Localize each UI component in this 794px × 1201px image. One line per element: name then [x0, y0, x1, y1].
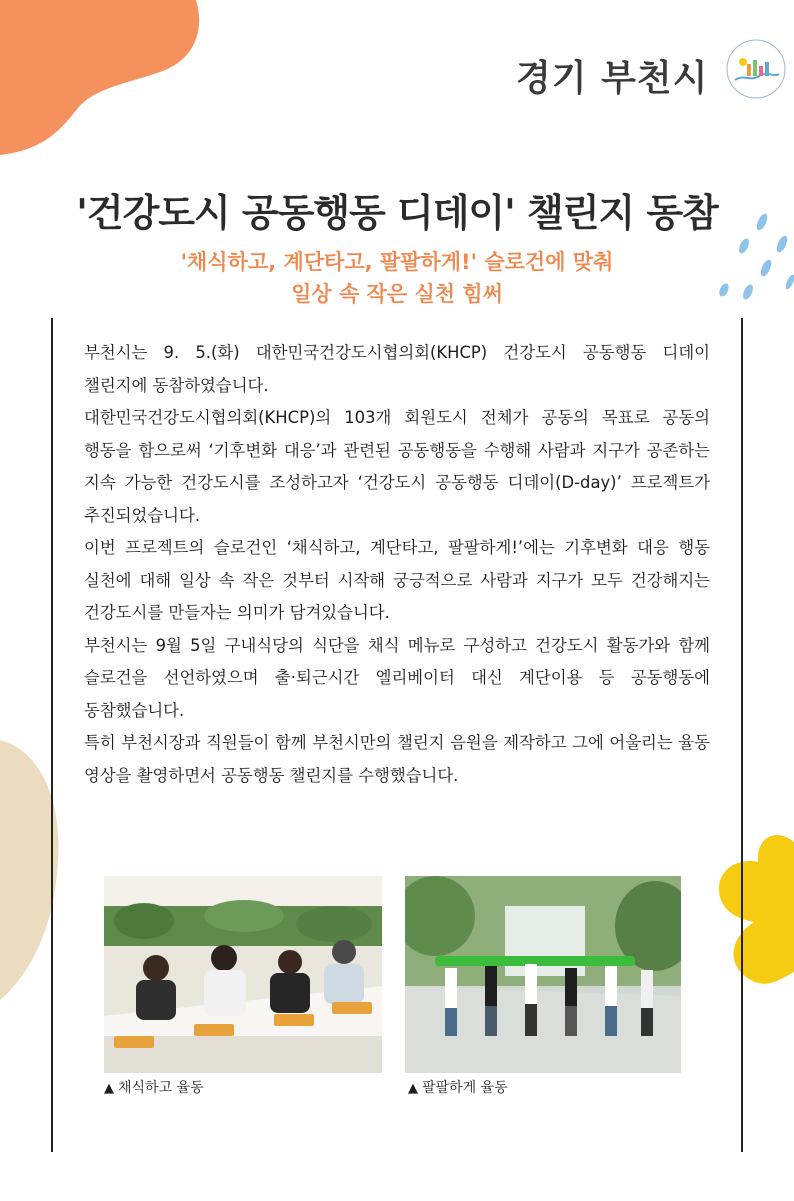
triangle-marker: ▲ [104, 1081, 114, 1096]
paragraph: 특히 부천시장과 직원들이 함께 부천시만의 챌린지 음원을 제작하고 그에 어울리는 율동 영상을 촬영하면서 공동행동 챌린지를 수행했습니다. [84, 733, 710, 785]
beige-blob [0, 730, 70, 1030]
photo-caption-2 [408, 1077, 508, 1097]
paragraph: 이번 프로젝트의 슬로건인 ‘채식하고, 계단타고, 팔팔하게!’에는 기후변화 대응 행동 실천에 대해 일상 속 작은 것부터 시작해 궁긍적으로 사람과 지구가 모두 건강해지는 건강도시를 만들자는 의미가 담겨있습니다. [84, 538, 710, 622]
article-body [84, 337, 710, 792]
triangle-marker: ▲ [408, 1081, 418, 1096]
photo-energetic-dance [405, 876, 681, 1073]
orange-blob [0, 0, 210, 160]
subtitle-line-1: '채식하고, 계단타고, 팔팔하게!' 슬로건에 맞춰 [180, 250, 614, 274]
paragraph: 대한민국건강도시협의회(KHCP)의 103개 회원도시 전체가 공동의 목표로 공동의 행동을 함으로써 ‘기후변화 대응’과 관련된 공동행동을 수행해 사람과 지구가 공존하는 지속 가능한 건강도시를 조성하고자 ‘건강도시 공동행동 디데이(D-day)’ 프로젝트가 추진되었습니다. [84, 408, 710, 525]
photo-caption-1 [104, 1077, 204, 1097]
photo-vegetarian-dance [104, 876, 382, 1073]
city-name: 경기 부천시 [516, 58, 709, 99]
paragraph: 부천시는 9월 5일 구내식당의 식단을 채식 메뉴로 구성하고 건강도시 활동가와 함께 슬로건을 선언하였으며 출·퇴근시간 엘리베이터 대신 계단이용 등 공동행동에 동참했습니다. [84, 635, 710, 720]
page-subtitle [0, 246, 794, 310]
paragraph: 부천시는 9. 5.(화) 대한민국건강도시협의회(KHCP) 건강도시 공동행동 디데이 챌린지에 동참하였습니다. [84, 343, 710, 395]
caption-text: 채식하고 율동 [118, 1080, 204, 1096]
left-frame-line [51, 318, 53, 1152]
subtitle-line-2: 일상 속 작은 실천 힘써 [291, 282, 503, 306]
right-frame-line [741, 318, 743, 1152]
caption-text: 팔팔하게 율동 [422, 1080, 508, 1096]
healthy-city-logo [725, 38, 787, 100]
yellow-flower-blob [706, 822, 794, 1022]
page-title: '건강도시 공동행동 디데이' 챌린지 동참 [76, 191, 718, 235]
